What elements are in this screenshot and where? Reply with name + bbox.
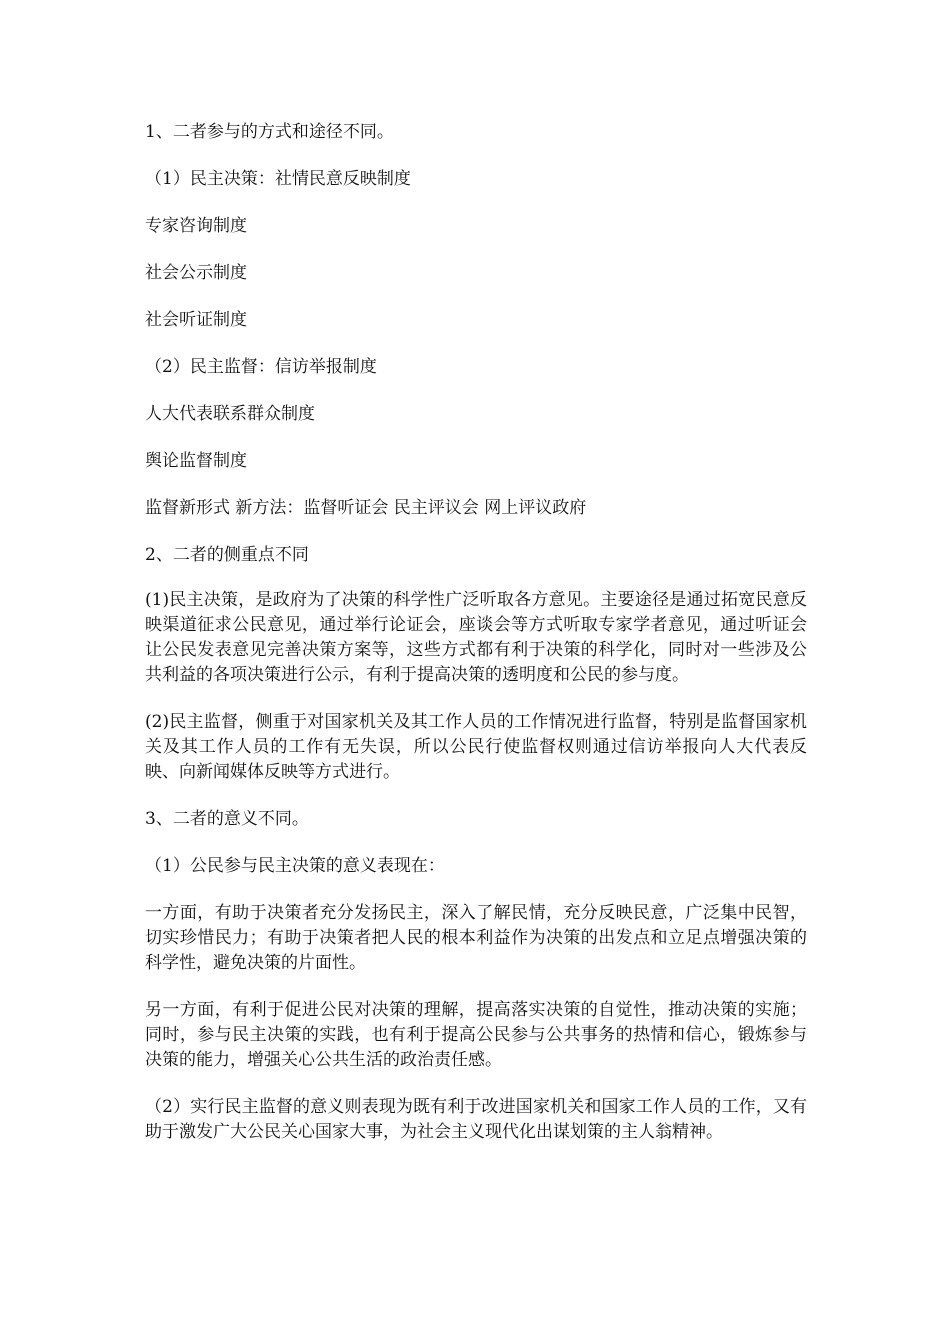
paragraph-supervision-focus: (2)民主监督，侧重于对国家机关及其工作人员的工作情况进行监督，特别是监督国家机关及其工作人员的工作有无失误，所以公民行使监督权则通过信访举报向人大代表反映、向新闻媒体反映等方式进行。 — [145, 712, 807, 782]
paragraph-supervision-significance: （2）实行民主监督的意义则表现为既有利于改进国家机关和国家工作人员的工作，又有助于激发广大公民关心国家大事，为社会主义现代化出谋划策的主人翁精神。 — [145, 1097, 807, 1142]
subheading-democratic-decision: （1）民主决策：社情民意反映制度 — [145, 169, 411, 189]
list-item: 社会听证制度 — [145, 310, 247, 330]
list-item: 监督新形式 新方法：监督听证会 民主评议会 网上评议政府 — [145, 498, 587, 518]
list-item: 舆论监督制度 — [145, 451, 247, 471]
section-heading-1: 1、二者参与的方式和途径不同。 — [145, 122, 394, 142]
paragraph-decision-focus: (1)民主决策，是政府为了决策的科学性广泛听取各方意见。主要途径是通过拓宽民意反映渠道征求公民意见，通过举行论证会，座谈会等方式听取专家学者意见，通过听证会让公民发表意见完善决策方案等，这些方式都有利于决策的科学化，同时对一些涉及公共利益的各项决策进行公示，有利于提高决策的透明度和公民的参与度。 — [145, 590, 807, 685]
list-item: 专家咨询制度 — [145, 216, 247, 236]
paragraph-one-hand: 一方面，有助于决策者充分发扬民主，深入了解民情，充分反映民意，广泛集中民智，切实珍惜民力；有助于决策者把人民的根本利益作为决策的出发点和立足点增强决策的科学性，避免决策的片面性。 — [145, 903, 807, 973]
subheading-democratic-supervision: （2）民主监督：信访举报制度 — [145, 357, 377, 377]
list-item: 人大代表联系群众制度 — [145, 404, 315, 424]
subheading-decision-significance: （1）公民参与民主决策的意义表现在： — [145, 856, 445, 876]
section-heading-3: 3、二者的意义不同。 — [145, 809, 309, 829]
section-heading-2: 2、二者的侧重点不同 — [145, 545, 309, 565]
document-page — [145, 120, 807, 1167]
paragraph-other-hand: 另一方面，有利于促进公民对决策的理解，提高落实决策的自觉性，推动决策的实施；同时，参与民主决策的实践，也有利于提高公民参与公共事务的热情和信心，锻炼参与决策的能力，增强关心公共生活的政治责任感。 — [145, 1000, 807, 1070]
list-item: 社会公示制度 — [145, 263, 247, 283]
